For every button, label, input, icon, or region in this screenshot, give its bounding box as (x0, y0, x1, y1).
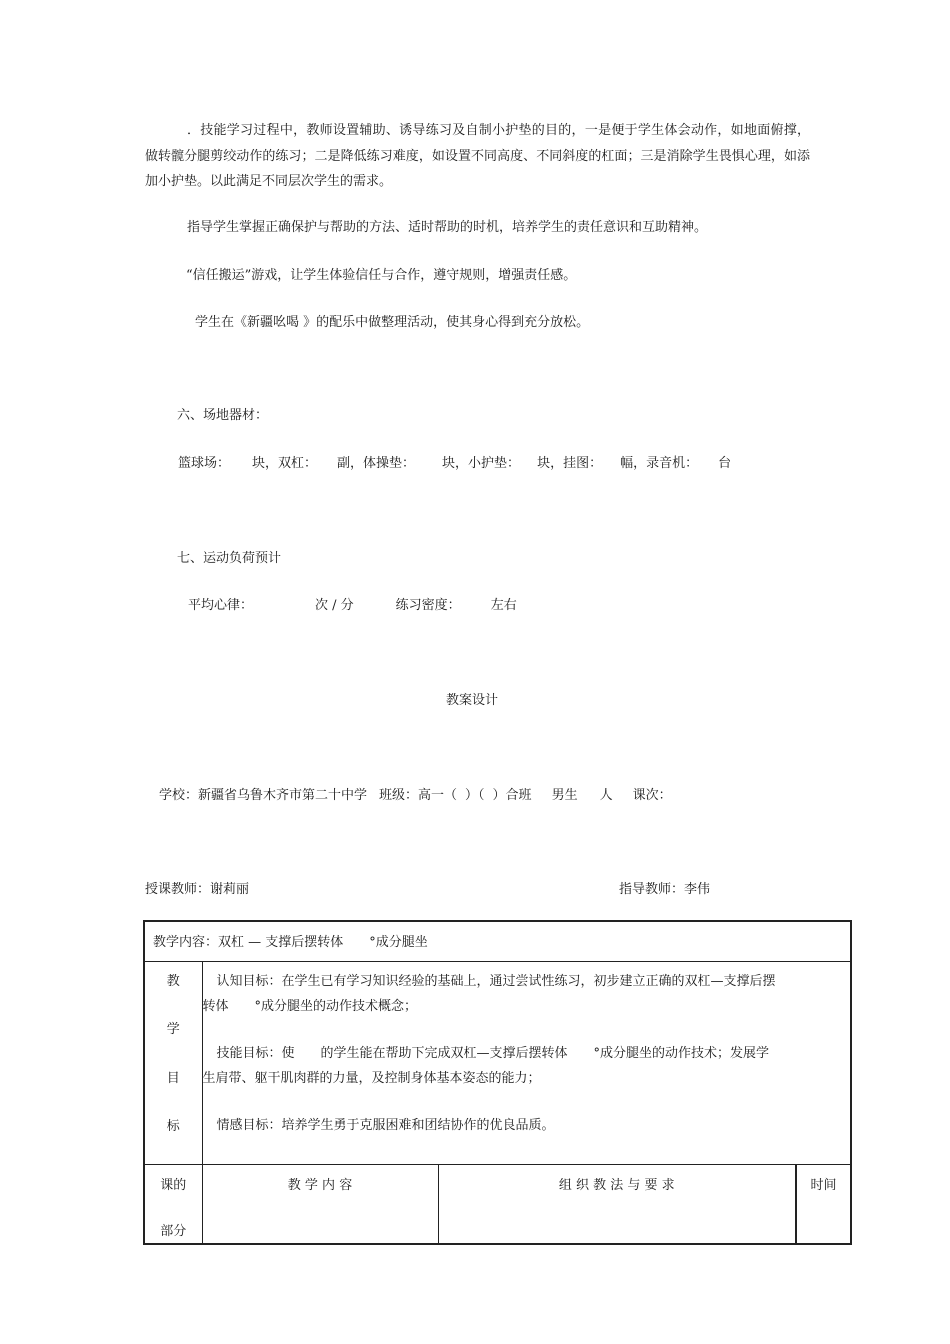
intro-paragraph-4: 学生在《新疆吆喝 》的配乐中做整理活动，使其身心得到充分放松。 (195, 315, 590, 330)
goal-cognitive-cont: 转体 °成分腿坐的动作技术概念； (202, 999, 418, 1014)
goal-char: 标 (166, 1119, 180, 1134)
load-values (188, 594, 517, 613)
heart-rate-unit: 次 / 分 (315, 598, 354, 613)
equipment-item: 块，双杠： (252, 456, 318, 471)
load-heading: 七、运动负荷预计 (177, 551, 282, 566)
heart-rate-label: 平均心律： (188, 598, 254, 613)
header-method: 组 织 教 法 与 要 求 (558, 1177, 675, 1193)
header-method-cell (438, 1164, 796, 1244)
equipment-item: 篮球场： (178, 456, 231, 471)
intro-paragraph-3: “信任搬运”游戏，让学生体验信任与合作，遵守规则，增强责任感。 (186, 268, 577, 283)
goal-affective: 情感目标：培养学生勇于克服困难和团结协作的优良品质。 (216, 1117, 555, 1133)
equipment-item: 块，挂图： (537, 456, 603, 471)
goal-skill: 技能目标：使 的学生能在帮助下完成双杠—支撑后摆转体 °成分腿坐的动作技术；发展学 (216, 1045, 770, 1061)
class-info (159, 784, 672, 803)
equipment-item: 幅，录音机： (620, 456, 699, 471)
equipment-item: 块，小护垫： (442, 456, 521, 471)
school-label: 学校：新疆省乌鲁木齐市第二十中学 (159, 788, 368, 803)
class-mid: ）（ (465, 788, 485, 803)
goal-cognitive: 认知目标：在学生已有学习知识经验的基础上，通过尝试性练习，初步建立正确的双杠—支撑后摆 (216, 973, 776, 989)
header-time: 时间 (810, 1177, 837, 1193)
density-unit: 左右 (490, 598, 517, 613)
guide-teacher-name: 指导教师：李伟 (619, 882, 711, 897)
goal-char: 学 (166, 1022, 180, 1037)
content-row (144, 921, 851, 961)
class-label: 班级：高一（ (379, 788, 458, 803)
lesson-label: 课次： (632, 788, 672, 803)
goals-cell (202, 961, 851, 1164)
goal-char: 目 (166, 1070, 180, 1086)
header-part-cell (144, 1164, 202, 1244)
density-label: 练习密度： (395, 598, 461, 613)
intro-paragraph-1: ．技能学习过程中，教师设置辅助、诱导练习及自制小护垫的目的，一是便于学生体会动作，如地面俯撑，做转髋分腿剪绞动作的练习；二是降低练习难度，如设置不同高度、不同斜度的杠面；三是消除学生畏惧心理，如添加小护垫。以此满足不同层次学生的需求。 (145, 123, 810, 189)
header-content: 教 学 内 容 (287, 1177, 353, 1193)
content-text: 教学内容：双杠 — 支撑后摆转体 °成分腿坐 (153, 935, 428, 950)
header-part-line: 部分 (160, 1223, 187, 1239)
header-part-line: 课的 (160, 1177, 187, 1193)
people-label: 人 (599, 788, 613, 803)
teacher-name: 授课教师：谢莉丽 (145, 882, 250, 897)
design-title: 教案设计 (446, 693, 499, 708)
goal-char: 教 (166, 973, 180, 989)
class-end: ）合班 (492, 788, 532, 803)
equipment-list (178, 452, 731, 471)
header-content-cell (202, 1164, 438, 1244)
goal-label-cell (144, 961, 202, 1164)
goal-skill-cont: 生肩带、躯干肌肉群的力量，及控制身体基本姿态的能力； (202, 1071, 541, 1086)
header-time-cell (796, 1164, 851, 1244)
male-label: 男生 (551, 788, 578, 803)
lesson-plan-table (143, 920, 852, 1245)
equipment-heading: 六、场地器材： (177, 408, 269, 423)
equipment-item: 副，体操垫： (337, 456, 416, 471)
equipment-item: 台 (718, 456, 732, 471)
intro-paragraph-2: 指导学生掌握正确保护与帮助的方法、适时帮助的时机，培养学生的责任意识和互助精神。 (187, 220, 708, 235)
